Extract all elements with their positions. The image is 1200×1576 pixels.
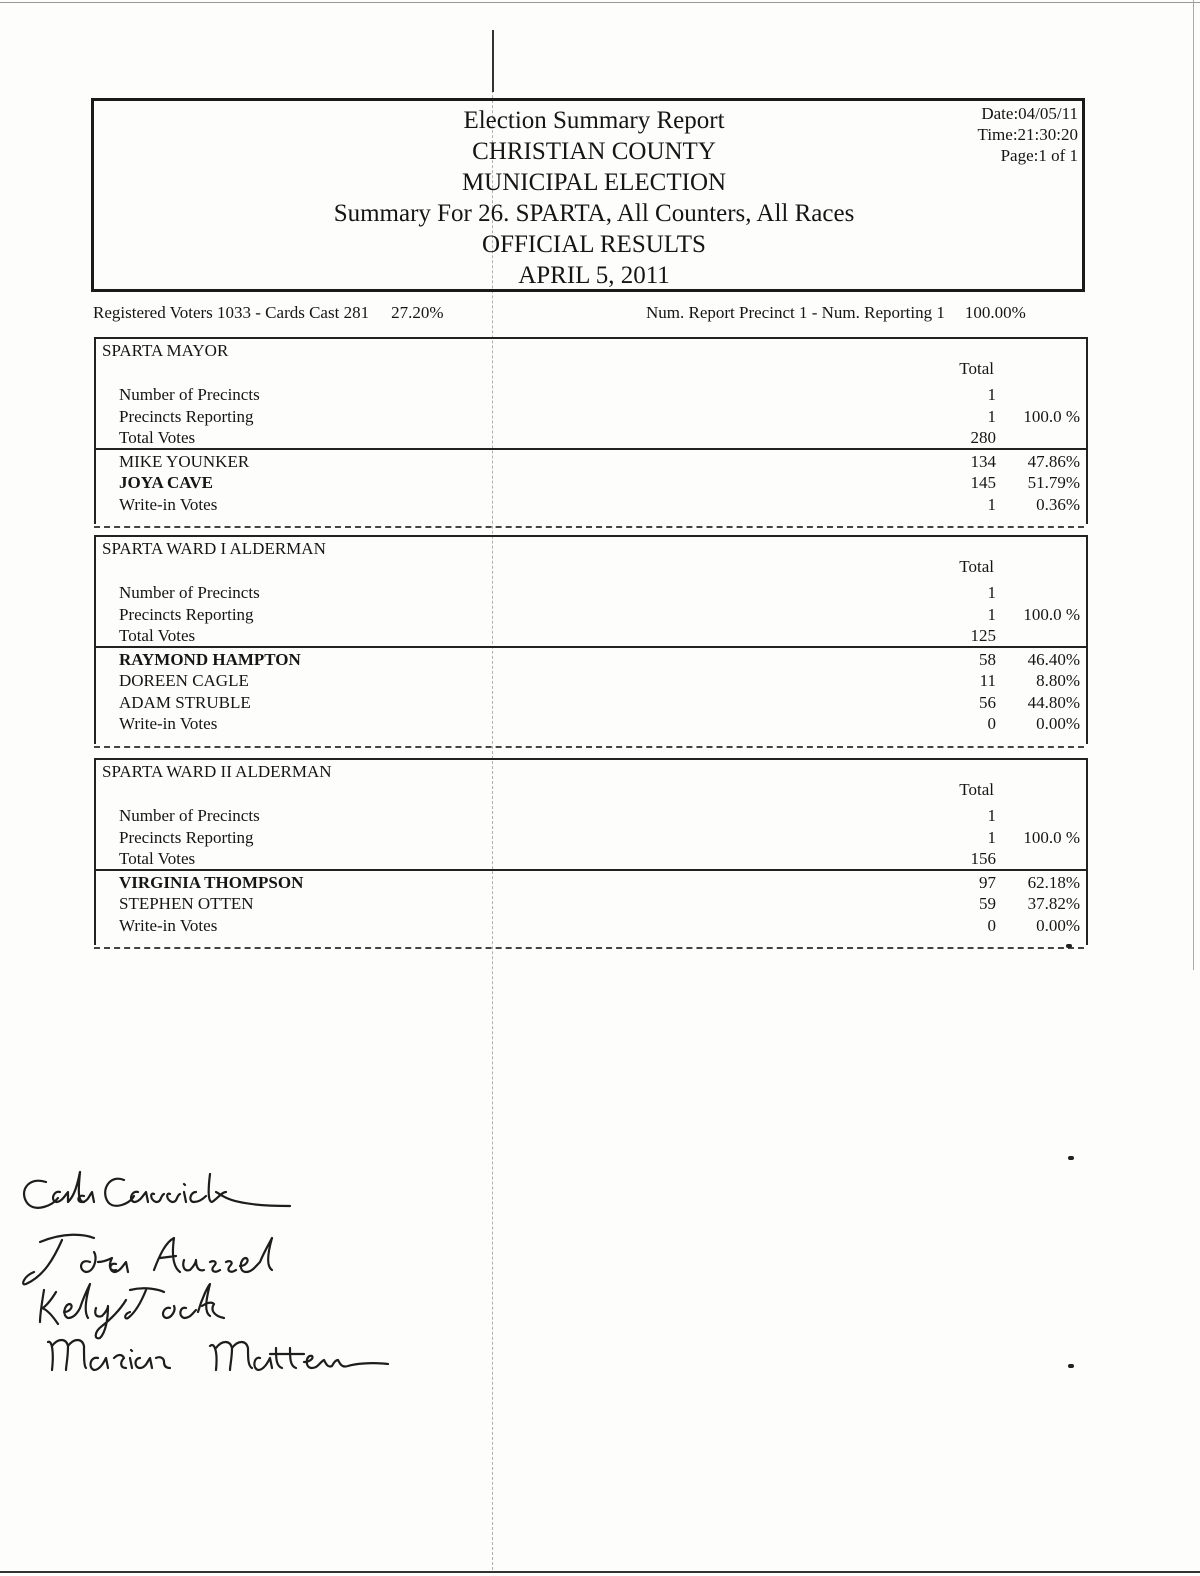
election-date: APRIL 5, 2011: [518, 262, 670, 289]
report-page: Page:1 of 1: [1000, 146, 1078, 165]
stat-percent: 100.0 %: [1023, 604, 1080, 624]
race-box: [94, 337, 1088, 524]
report-time: Time:21:30:20: [977, 125, 1078, 144]
vote-percent: 8.80%: [1036, 671, 1080, 690]
candidate-name: DOREEN CAGLE: [119, 671, 249, 690]
summary-scope: Summary For 26. SPARTA, All Counters, All Races: [333, 200, 855, 227]
vote-count: 56: [979, 692, 996, 712]
vote-count: 1: [987, 494, 996, 514]
total-column-header: Total: [959, 359, 994, 378]
signatures: [14, 1162, 434, 1392]
vote-percent: 0.00%: [1036, 714, 1080, 733]
vote-count: 0: [987, 714, 996, 733]
candidate-name: Write-in Votes: [119, 915, 218, 935]
stat-label: Number of Precincts: [119, 806, 260, 825]
scan-speck: [1066, 944, 1072, 948]
stat-row: [96, 385, 1086, 407]
race-box: [94, 535, 1088, 744]
results-divider: [96, 646, 1086, 648]
candidate-row: [96, 452, 1086, 474]
vote-count: 134: [970, 451, 996, 471]
stat-row: [96, 828, 1086, 850]
vote-percent: 0.36%: [1036, 494, 1080, 514]
total-column-header: Total: [959, 557, 994, 576]
stat-row: [96, 605, 1086, 627]
vote-count: 59: [979, 894, 996, 913]
stat-label: Total Votes: [119, 428, 196, 447]
scan-speck: [1068, 1364, 1074, 1368]
candidate-row: [96, 495, 1086, 517]
vote-percent: 51.79%: [1027, 473, 1080, 492]
results-status: OFFICIAL RESULTS: [482, 231, 706, 258]
county-name: CHRISTIAN COUNTY: [472, 138, 716, 165]
page-edge: [0, 2, 1200, 3]
stat-row: [96, 806, 1086, 828]
fold-crease-mark: [492, 30, 494, 92]
precinct-reporting-text: Num. Report Precinct 1 - Num. Reporting 1: [646, 303, 945, 322]
stat-label: Precincts Reporting: [119, 604, 254, 624]
vote-percent: 62.18%: [1027, 872, 1080, 892]
results-divider: [96, 869, 1086, 871]
stat-label: Total Votes: [119, 626, 196, 645]
results-divider: [96, 448, 1086, 450]
candidate-row: [96, 894, 1086, 916]
report-header: [91, 98, 1085, 292]
stat-label: Precincts Reporting: [119, 827, 254, 847]
race-title: SPARTA WARD II ALDERMAN: [102, 762, 332, 781]
precinct-reporting-summary: [646, 303, 1026, 323]
candidate-row: [96, 873, 1086, 895]
election-name: MUNICIPAL ELECTION: [461, 169, 727, 196]
reporting-percent: 100.00%: [964, 303, 1026, 322]
race-box: [94, 758, 1088, 945]
race-box-bottom-rule: [94, 746, 1084, 748]
page-edge: [1193, 0, 1194, 970]
vote-count: 0: [987, 915, 996, 935]
candidate-name: Write-in Votes: [119, 494, 218, 514]
candidate-row: [96, 650, 1086, 672]
report-meta: [978, 103, 1078, 166]
candidate-row: [96, 693, 1086, 715]
vote-count: 97: [979, 872, 996, 892]
stat-label: Number of Precincts: [119, 583, 260, 602]
page-edge: [0, 1571, 1200, 1573]
vote-percent: 46.40%: [1027, 649, 1080, 669]
registered-voters-text: Registered Voters 1033 - Cards Cast 281: [93, 303, 370, 322]
stat-value: 125: [970, 626, 996, 645]
signature-1: [24, 1172, 290, 1208]
stat-percent: 100.0 %: [1023, 406, 1080, 426]
candidate-row: [96, 714, 1086, 736]
candidate-row: [96, 916, 1086, 938]
signature-2: [23, 1235, 272, 1285]
stat-label: Precincts Reporting: [119, 406, 254, 426]
signature-3: [40, 1284, 224, 1338]
candidate-row: [96, 671, 1086, 693]
stat-value: 1: [987, 406, 996, 426]
vote-percent: 0.00%: [1036, 915, 1080, 935]
vote-count: 11: [979, 671, 996, 690]
registered-voters-summary: [93, 303, 444, 323]
stat-value: 1: [987, 806, 996, 825]
vote-percent: 37.82%: [1027, 894, 1080, 913]
vote-percent: 47.86%: [1027, 451, 1080, 471]
candidate-name: MIKE YOUNKER: [119, 451, 250, 471]
candidate-name: Write-in Votes: [119, 714, 218, 733]
report-title: Election Summary Report: [463, 107, 725, 134]
vote-count: 145: [970, 473, 996, 492]
signature-4: [48, 1340, 388, 1370]
candidate-name: STEPHEN OTTEN: [119, 894, 254, 913]
race-title: SPARTA WARD I ALDERMAN: [102, 539, 326, 558]
candidate-name: JOYA CAVE: [119, 473, 214, 492]
race-title: SPARTA MAYOR: [102, 341, 229, 360]
stat-value: 1: [987, 604, 996, 624]
report-date: Date:04/05/11: [981, 104, 1078, 123]
vote-percent: 44.80%: [1027, 692, 1080, 712]
scan-speck: [1068, 1156, 1074, 1160]
vote-count: 58: [979, 649, 996, 669]
stat-row: [96, 583, 1086, 605]
candidate-row: [96, 473, 1086, 495]
report-title-block: [94, 105, 1094, 291]
stat-percent: 100.0 %: [1023, 827, 1080, 847]
stat-value: 1: [987, 827, 996, 847]
race-box-bottom-rule: [94, 947, 1084, 949]
candidate-name: ADAM STRUBLE: [119, 692, 251, 712]
turnout-percent: 27.20%: [391, 303, 444, 322]
stat-label: Total Votes: [119, 849, 196, 868]
stat-label: Number of Precincts: [119, 385, 260, 404]
total-column-header: Total: [959, 780, 994, 799]
race-box-bottom-rule: [94, 526, 1084, 528]
stat-value: 1: [987, 583, 996, 602]
stat-value: 280: [970, 428, 996, 447]
candidate-name: RAYMOND HAMPTON: [119, 649, 301, 669]
stat-value: 156: [970, 849, 996, 868]
stat-row: [96, 407, 1086, 429]
stat-value: 1: [987, 385, 996, 404]
candidate-name: VIRGINIA THOMPSON: [119, 872, 304, 892]
